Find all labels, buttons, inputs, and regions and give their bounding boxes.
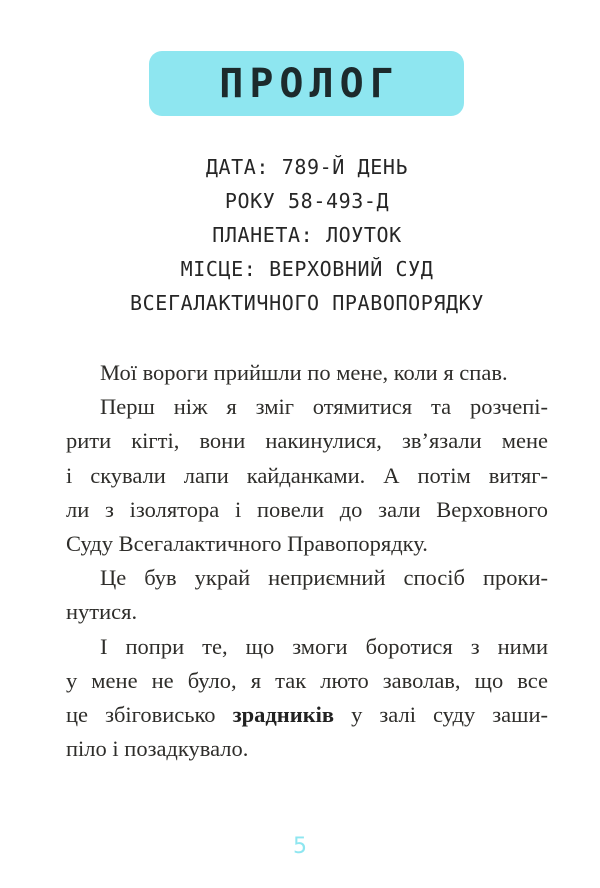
text-line: Перш ніж я зміг отямитися та розчепі-	[100, 394, 548, 420]
paragraph-4	[66, 630, 548, 767]
paragraph-3	[66, 561, 548, 629]
text-line: Це був украй неприємний спосіб проки-	[100, 565, 548, 591]
text-line: Мої вороги прийшли по мене, коли я спав.	[100, 360, 508, 385]
chapter-metadata	[0, 150, 600, 320]
meta-year: РОКУ 58-493-Д	[224, 189, 390, 213]
text-segment: це збіговисько	[66, 702, 233, 728]
text-line: і скували лапи кайданками. А потім витяг-	[66, 462, 548, 488]
meta-place: МІСЦЕ: ВЕРХОВНИЙ СУД	[180, 257, 434, 281]
meta-place-continued: ВСЕГАЛАКТИЧНОГО ПРАВОПОРЯДКУ	[130, 291, 484, 315]
chapter-title-banner	[149, 51, 464, 116]
text-line: рити кігті, вони накинулися, зв’язали мене	[66, 428, 548, 454]
emphasized-word: зрадників	[232, 702, 335, 728]
text-segment: у залі суду заши-	[334, 702, 548, 728]
chapter-body	[66, 356, 548, 766]
text-line: піло і позадкувало.	[66, 736, 249, 762]
meta-planet: ПЛАНЕТА: ЛОУТОК	[212, 223, 402, 247]
chapter-title: ПРОЛОГ	[219, 60, 400, 107]
text-line: нутися.	[66, 599, 138, 625]
meta-date: ДАТА: 789-Й ДЕНЬ	[205, 155, 409, 179]
paragraph-1	[66, 356, 548, 390]
paragraph-2	[66, 390, 548, 561]
text-line: І попри те, що змоги боротися з ними	[100, 633, 548, 659]
text-line: у мене не було, я так люто заволав, що все	[66, 667, 548, 693]
text-line: ли з ізолятора і повели до зали Верховного	[66, 496, 548, 522]
page-number: 5	[293, 834, 307, 859]
text-line	[66, 698, 548, 732]
text-line: Суду Всегалактичного Правопорядку.	[66, 531, 428, 557]
